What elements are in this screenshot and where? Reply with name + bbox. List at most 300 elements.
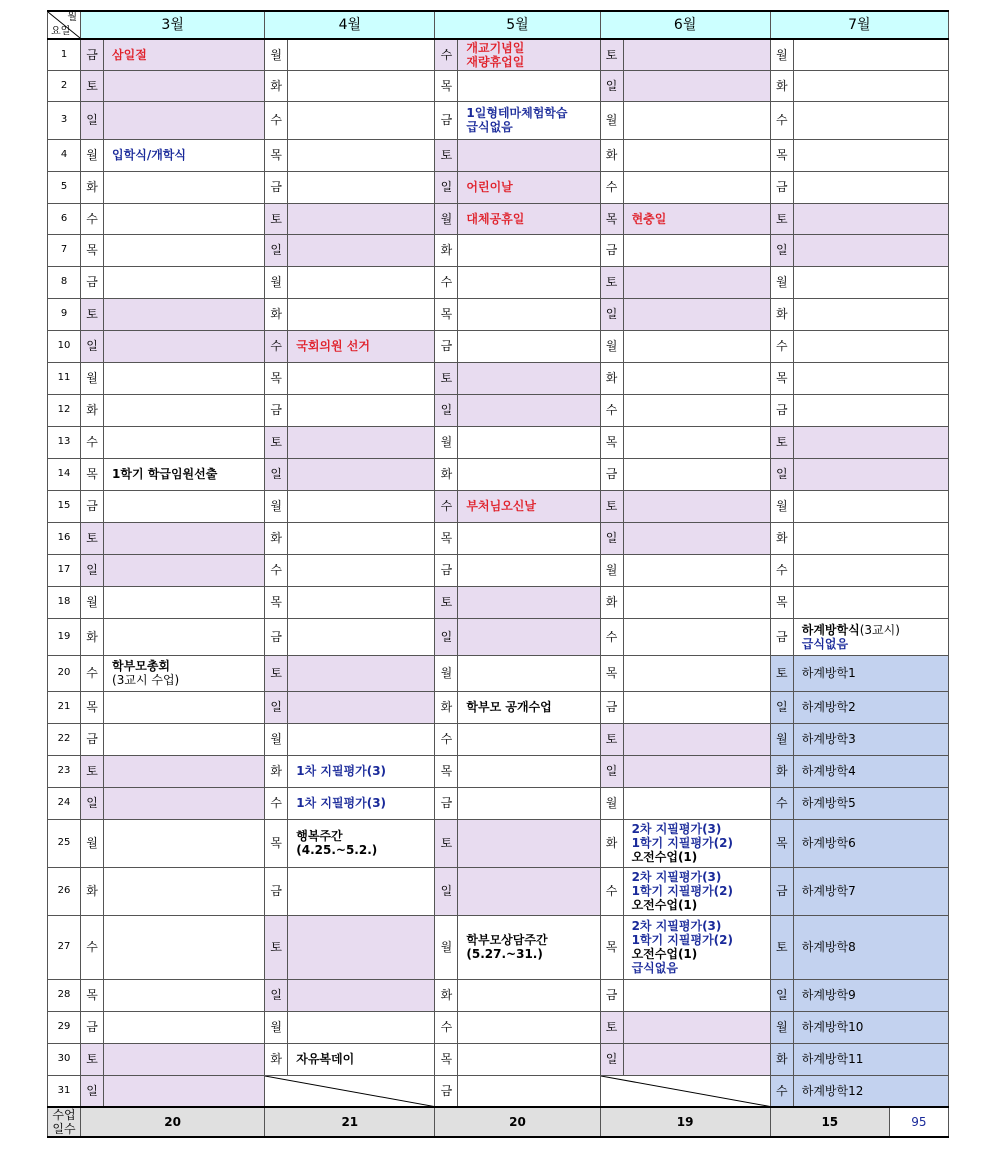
event-text bbox=[296, 829, 434, 843]
day-row bbox=[48, 755, 949, 787]
weekday-cell: 일 bbox=[265, 979, 288, 1011]
weekday-cell: 수 bbox=[435, 490, 458, 522]
nonexistent-date-cell bbox=[600, 1075, 770, 1107]
event-cell bbox=[288, 458, 435, 490]
weekday-cell: 토 bbox=[600, 723, 623, 755]
event-cell bbox=[623, 979, 770, 1011]
event-text bbox=[296, 796, 434, 810]
event-label: 행복주간 bbox=[296, 829, 343, 843]
event-cell bbox=[623, 522, 770, 554]
event-label: 하계방학7 bbox=[801, 884, 856, 898]
event-cell bbox=[623, 915, 770, 979]
weekday-cell: 월 bbox=[600, 787, 623, 819]
event-text bbox=[802, 623, 948, 637]
event-cell bbox=[458, 234, 600, 266]
month-header-june: 6월 bbox=[600, 11, 770, 39]
event-text bbox=[296, 764, 434, 778]
event-text bbox=[466, 700, 599, 714]
event-cell bbox=[623, 691, 770, 723]
event-cell bbox=[793, 362, 948, 394]
weekday-cell: 토 bbox=[600, 490, 623, 522]
event-cell bbox=[793, 203, 948, 234]
event-text bbox=[466, 55, 599, 69]
weekday-cell: 금 bbox=[770, 394, 793, 426]
weekday-cell: 화 bbox=[81, 867, 104, 915]
event-text bbox=[466, 180, 599, 194]
event-cell bbox=[623, 755, 770, 787]
event-label: 하계방학11 bbox=[801, 1052, 864, 1066]
event-cell bbox=[104, 522, 265, 554]
event-cell bbox=[793, 458, 948, 490]
event-label: 1학기 지필평가(2) bbox=[631, 933, 733, 947]
weekday-cell: 토 bbox=[265, 426, 288, 458]
day-number: 3 bbox=[48, 101, 81, 139]
event-label: 급식없음 bbox=[466, 120, 513, 134]
event-cell bbox=[288, 171, 435, 203]
weekday-cell: 화 bbox=[600, 362, 623, 394]
event-text bbox=[632, 961, 770, 975]
event-cell bbox=[288, 39, 435, 70]
month-header-march: 3월 bbox=[81, 11, 265, 39]
day-number: 19 bbox=[48, 618, 81, 655]
day-row bbox=[48, 1075, 949, 1107]
event-cell bbox=[458, 203, 600, 234]
event-cell bbox=[458, 586, 600, 618]
event-cell bbox=[458, 1075, 600, 1107]
day-row bbox=[48, 70, 949, 101]
event-cell bbox=[623, 490, 770, 522]
class-days-count: 19 bbox=[600, 1107, 770, 1137]
weekday-cell: 목 bbox=[265, 586, 288, 618]
weekday-cell: 목 bbox=[81, 234, 104, 266]
event-label: 2차 지필평가(3) bbox=[631, 870, 722, 884]
day-row bbox=[48, 691, 949, 723]
weekday-cell: 월 bbox=[435, 426, 458, 458]
event-cell bbox=[793, 755, 948, 787]
event-cell bbox=[288, 522, 435, 554]
event-label: 하계방학1 bbox=[801, 666, 856, 680]
event-cell bbox=[458, 1043, 600, 1075]
weekday-cell: 수 bbox=[435, 266, 458, 298]
weekday-cell: 일 bbox=[600, 70, 623, 101]
weekday-cell: 금 bbox=[265, 618, 288, 655]
corner-month-label: 월 bbox=[67, 12, 78, 23]
event-label: 재량휴업일 bbox=[466, 54, 525, 69]
weekday-cell: 일 bbox=[265, 691, 288, 723]
event-cell bbox=[104, 171, 265, 203]
event-label: 하계방학9 bbox=[801, 988, 856, 1002]
weekday-cell: 일 bbox=[600, 522, 623, 554]
event-cell bbox=[623, 139, 770, 171]
event-text bbox=[802, 1052, 948, 1066]
day-row bbox=[48, 203, 949, 234]
event-text bbox=[112, 659, 264, 673]
day-row bbox=[48, 915, 949, 979]
day-row bbox=[48, 554, 949, 586]
event-label: 하계방학6 bbox=[801, 836, 856, 850]
event-cell bbox=[623, 426, 770, 458]
weekday-cell: 일 bbox=[265, 234, 288, 266]
event-cell bbox=[793, 691, 948, 723]
event-text bbox=[632, 836, 770, 850]
event-cell bbox=[793, 1043, 948, 1075]
weekday-cell: 토 bbox=[435, 586, 458, 618]
event-cell bbox=[793, 723, 948, 755]
day-number: 17 bbox=[48, 554, 81, 586]
day-number: 6 bbox=[48, 203, 81, 234]
weekday-cell: 수 bbox=[600, 618, 623, 655]
event-cell bbox=[623, 819, 770, 867]
weekday-cell: 목 bbox=[265, 819, 288, 867]
event-cell bbox=[458, 755, 600, 787]
event-text bbox=[632, 870, 770, 884]
weekday-cell: 일 bbox=[435, 171, 458, 203]
event-cell bbox=[623, 723, 770, 755]
event-cell bbox=[793, 787, 948, 819]
weekday-cell: 일 bbox=[770, 458, 793, 490]
weekday-cell: 금 bbox=[435, 330, 458, 362]
event-label: 입학식/개학식 bbox=[112, 148, 186, 162]
weekday-cell: 월 bbox=[265, 266, 288, 298]
day-number: 14 bbox=[48, 458, 81, 490]
event-cell bbox=[623, 70, 770, 101]
event-cell bbox=[458, 979, 600, 1011]
weekday-cell: 화 bbox=[81, 618, 104, 655]
event-cell bbox=[623, 618, 770, 655]
weekday-cell: 목 bbox=[435, 1043, 458, 1075]
day-row bbox=[48, 819, 949, 867]
weekday-cell: 토 bbox=[435, 139, 458, 171]
event-cell bbox=[104, 915, 265, 979]
weekday-cell: 목 bbox=[770, 586, 793, 618]
day-number: 9 bbox=[48, 298, 81, 330]
month-header-july: 7월 bbox=[770, 11, 948, 39]
event-cell bbox=[288, 1011, 435, 1043]
weekday-cell: 월 bbox=[600, 330, 623, 362]
weekday-cell: 일 bbox=[770, 691, 793, 723]
event-text bbox=[466, 212, 599, 226]
weekday-cell: 금 bbox=[770, 171, 793, 203]
event-cell bbox=[793, 101, 948, 139]
weekday-cell: 금 bbox=[81, 723, 104, 755]
event-text bbox=[802, 666, 948, 680]
event-cell bbox=[793, 867, 948, 915]
weekday-cell: 금 bbox=[600, 234, 623, 266]
day-number: 20 bbox=[48, 655, 81, 691]
class-days-total: 95 bbox=[889, 1107, 948, 1137]
day-row bbox=[48, 171, 949, 203]
event-cell bbox=[793, 171, 948, 203]
weekday-cell: 금 bbox=[81, 39, 104, 70]
weekday-cell: 토 bbox=[770, 426, 793, 458]
day-row bbox=[48, 458, 949, 490]
day-number: 12 bbox=[48, 394, 81, 426]
weekday-cell: 일 bbox=[81, 787, 104, 819]
event-cell bbox=[458, 1011, 600, 1043]
event-cell bbox=[458, 426, 600, 458]
event-cell bbox=[288, 554, 435, 586]
event-text bbox=[632, 947, 770, 961]
event-text bbox=[466, 933, 599, 947]
class-days-count: 20 bbox=[81, 1107, 265, 1137]
footer-row bbox=[48, 1107, 949, 1137]
event-cell bbox=[793, 330, 948, 362]
weekday-cell: 토 bbox=[600, 266, 623, 298]
event-cell bbox=[104, 101, 265, 139]
weekday-cell: 토 bbox=[600, 39, 623, 70]
event-text bbox=[112, 467, 264, 481]
weekday-cell: 토 bbox=[265, 655, 288, 691]
event-cell bbox=[288, 691, 435, 723]
weekday-cell: 토 bbox=[81, 70, 104, 101]
event-cell bbox=[104, 655, 265, 691]
event-text bbox=[296, 1052, 434, 1066]
weekday-cell: 수 bbox=[435, 39, 458, 70]
event-cell bbox=[458, 490, 600, 522]
event-text bbox=[296, 843, 434, 857]
event-cell bbox=[288, 139, 435, 171]
weekday-cell: 화 bbox=[600, 819, 623, 867]
event-cell bbox=[104, 554, 265, 586]
event-label: 학부모상담주간 bbox=[466, 933, 548, 947]
weekday-cell: 월 bbox=[265, 39, 288, 70]
event-cell bbox=[104, 723, 265, 755]
weekday-cell: 월 bbox=[265, 1011, 288, 1043]
weekday-cell: 목 bbox=[265, 362, 288, 394]
weekday-cell: 일 bbox=[600, 1043, 623, 1075]
day-row bbox=[48, 655, 949, 691]
event-label: 1차 지필평가(3) bbox=[296, 796, 387, 810]
event-cell bbox=[288, 234, 435, 266]
event-note: (3교시) bbox=[859, 622, 900, 637]
day-row bbox=[48, 586, 949, 618]
event-cell bbox=[458, 655, 600, 691]
event-label: 1학기 지필평가(2) bbox=[631, 836, 733, 850]
event-cell bbox=[458, 915, 600, 979]
event-label: 대체공휴일 bbox=[466, 211, 525, 226]
weekday-cell: 금 bbox=[435, 1075, 458, 1107]
day-row bbox=[48, 298, 949, 330]
day-number: 29 bbox=[48, 1011, 81, 1043]
weekday-cell: 월 bbox=[81, 586, 104, 618]
event-cell bbox=[288, 101, 435, 139]
weekday-cell: 일 bbox=[600, 298, 623, 330]
event-cell bbox=[104, 139, 265, 171]
event-cell bbox=[623, 203, 770, 234]
event-text bbox=[632, 822, 770, 836]
day-row bbox=[48, 234, 949, 266]
day-row bbox=[48, 362, 949, 394]
event-cell bbox=[288, 1043, 435, 1075]
day-row bbox=[48, 426, 949, 458]
weekday-cell: 목 bbox=[770, 819, 793, 867]
event-text bbox=[632, 884, 770, 898]
event-cell bbox=[623, 867, 770, 915]
weekday-cell: 수 bbox=[435, 1011, 458, 1043]
event-cell bbox=[458, 819, 600, 867]
event-cell bbox=[793, 234, 948, 266]
event-cell bbox=[458, 394, 600, 426]
event-cell bbox=[104, 330, 265, 362]
class-days-label-line2: 일수 bbox=[52, 1122, 76, 1136]
event-cell bbox=[104, 867, 265, 915]
weekday-cell: 토 bbox=[770, 655, 793, 691]
event-cell bbox=[104, 1011, 265, 1043]
event-label: 하계방학12 bbox=[801, 1083, 864, 1098]
event-cell bbox=[288, 203, 435, 234]
weekday-cell: 수 bbox=[265, 787, 288, 819]
event-text bbox=[112, 148, 264, 162]
event-label: 하계방학2 bbox=[801, 700, 856, 714]
weekday-cell: 월 bbox=[81, 139, 104, 171]
day-row bbox=[48, 101, 949, 139]
weekday-cell: 수 bbox=[600, 394, 623, 426]
event-cell bbox=[104, 394, 265, 426]
corner-cell bbox=[48, 11, 81, 39]
weekday-cell: 월 bbox=[265, 490, 288, 522]
event-cell bbox=[623, 266, 770, 298]
day-row bbox=[48, 139, 949, 171]
weekday-cell: 토 bbox=[265, 203, 288, 234]
weekday-cell: 목 bbox=[600, 203, 623, 234]
weekday-cell: 화 bbox=[265, 755, 288, 787]
event-cell bbox=[793, 979, 948, 1011]
day-row bbox=[48, 787, 949, 819]
event-cell bbox=[104, 819, 265, 867]
event-cell bbox=[623, 655, 770, 691]
event-cell bbox=[288, 70, 435, 101]
event-cell bbox=[793, 554, 948, 586]
event-text bbox=[466, 947, 599, 961]
weekday-cell: 월 bbox=[600, 554, 623, 586]
weekday-cell: 화 bbox=[265, 522, 288, 554]
day-number: 5 bbox=[48, 171, 81, 203]
event-text bbox=[632, 919, 770, 933]
event-cell bbox=[288, 266, 435, 298]
weekday-cell: 목 bbox=[435, 70, 458, 101]
event-cell bbox=[793, 1011, 948, 1043]
day-number: 25 bbox=[48, 819, 81, 867]
event-label: 현충일 bbox=[631, 211, 667, 226]
event-cell bbox=[793, 655, 948, 691]
event-cell bbox=[104, 298, 265, 330]
event-label: 하계방학8 bbox=[801, 940, 856, 954]
weekday-cell: 월 bbox=[770, 723, 793, 755]
event-cell bbox=[288, 723, 435, 755]
day-row bbox=[48, 522, 949, 554]
event-label: 1학기 지필평가(2) bbox=[631, 884, 733, 898]
event-cell bbox=[793, 39, 948, 70]
weekday-cell: 금 bbox=[600, 691, 623, 723]
event-cell bbox=[623, 1011, 770, 1043]
weekday-cell: 토 bbox=[435, 362, 458, 394]
header-row bbox=[48, 11, 949, 39]
day-number: 10 bbox=[48, 330, 81, 362]
event-cell bbox=[288, 867, 435, 915]
weekday-cell: 월 bbox=[435, 655, 458, 691]
weekday-cell: 수 bbox=[81, 203, 104, 234]
event-cell bbox=[104, 458, 265, 490]
day-row bbox=[48, 39, 949, 70]
event-label: 개교기념일 bbox=[466, 40, 525, 55]
weekday-cell: 금 bbox=[265, 171, 288, 203]
weekday-cell: 목 bbox=[435, 522, 458, 554]
class-days-count: 15 bbox=[770, 1107, 889, 1137]
event-cell bbox=[104, 979, 265, 1011]
weekday-cell: 목 bbox=[770, 139, 793, 171]
day-number: 18 bbox=[48, 586, 81, 618]
event-cell bbox=[458, 723, 600, 755]
weekday-cell: 월 bbox=[770, 39, 793, 70]
event-text bbox=[802, 836, 948, 850]
weekday-cell: 수 bbox=[600, 867, 623, 915]
event-cell bbox=[288, 298, 435, 330]
event-text bbox=[802, 940, 948, 954]
event-text bbox=[466, 41, 599, 55]
nonexistent-date-cell bbox=[265, 1075, 435, 1107]
weekday-cell: 토 bbox=[770, 915, 793, 979]
event-cell bbox=[458, 522, 600, 554]
weekday-cell: 금 bbox=[435, 101, 458, 139]
weekday-cell: 수 bbox=[81, 915, 104, 979]
weekday-cell: 화 bbox=[81, 394, 104, 426]
event-cell bbox=[104, 490, 265, 522]
event-cell bbox=[623, 362, 770, 394]
event-cell bbox=[623, 39, 770, 70]
weekday-cell: 화 bbox=[81, 171, 104, 203]
weekday-cell: 화 bbox=[600, 139, 623, 171]
event-cell bbox=[793, 915, 948, 979]
weekday-cell: 토 bbox=[81, 1043, 104, 1075]
weekday-cell: 목 bbox=[600, 655, 623, 691]
event-cell bbox=[458, 139, 600, 171]
day-number: 28 bbox=[48, 979, 81, 1011]
weekday-cell: 월 bbox=[770, 1011, 793, 1043]
event-cell bbox=[104, 426, 265, 458]
event-cell bbox=[793, 70, 948, 101]
weekday-cell: 일 bbox=[435, 618, 458, 655]
day-row bbox=[48, 723, 949, 755]
day-row bbox=[48, 394, 949, 426]
event-label: 학부모총회 bbox=[112, 659, 171, 673]
weekday-cell: 수 bbox=[81, 655, 104, 691]
event-label: 오전수업(1) bbox=[631, 850, 698, 864]
day-number: 2 bbox=[48, 70, 81, 101]
event-cell bbox=[623, 1043, 770, 1075]
weekday-cell: 화 bbox=[770, 1043, 793, 1075]
event-cell bbox=[288, 426, 435, 458]
weekday-cell: 수 bbox=[770, 554, 793, 586]
event-label: 하계방학식 bbox=[801, 622, 860, 637]
day-row bbox=[48, 1043, 949, 1075]
event-label: 1학기 학급임원선출 bbox=[112, 467, 218, 481]
event-cell bbox=[458, 458, 600, 490]
weekday-cell: 화 bbox=[435, 691, 458, 723]
event-cell bbox=[458, 266, 600, 298]
event-cell bbox=[104, 1075, 265, 1107]
event-cell bbox=[623, 787, 770, 819]
weekday-cell: 월 bbox=[265, 723, 288, 755]
event-cell bbox=[458, 362, 600, 394]
event-cell bbox=[104, 618, 265, 655]
event-text bbox=[802, 1020, 948, 1034]
event-text bbox=[466, 106, 599, 120]
event-label: 오전수업(1) bbox=[631, 947, 698, 961]
event-label: 2차 지필평가(3) bbox=[631, 822, 722, 836]
weekday-cell: 수 bbox=[770, 330, 793, 362]
event-text bbox=[632, 933, 770, 947]
event-cell bbox=[623, 101, 770, 139]
